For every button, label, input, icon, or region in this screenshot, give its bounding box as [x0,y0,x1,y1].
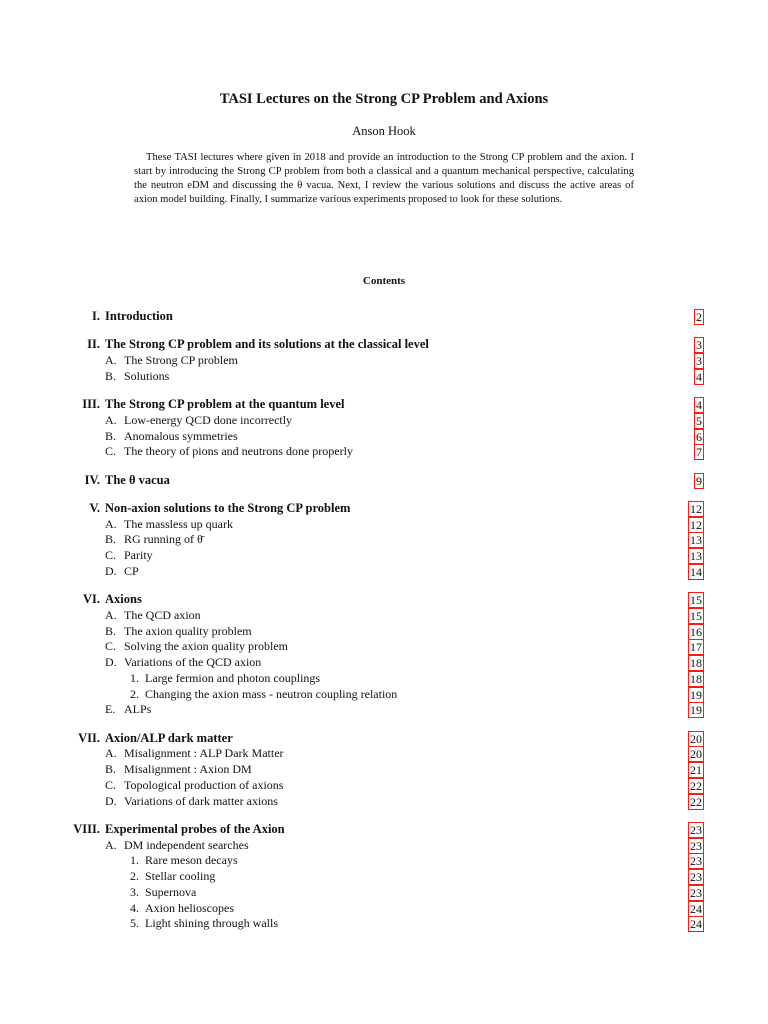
toc-entry-number: C. [105,777,117,792]
toc-entry-number: D. [105,655,117,669]
toc-page-link[interactable]: 15 [690,608,702,623]
toc-page-link[interactable]: 4 [696,369,702,384]
toc-subsection [0,516,768,532]
toc-page-link[interactable]: 6 [696,429,702,444]
toc-entry-title: Rare meson decays [145,853,238,868]
toc-subsubsection [0,868,768,884]
abstract: These TASI lectures where given in 2018 and provide an introduction to the Strong CP problem and the axion. I start by introducing the Strong CP problem from both a classical and a quantum mechanical perspective, calculating the neutron eDM and discussing the θ vacua. Next, I review the various solutions and discuss the active areas of axion model building. Finally, I summarize various experiments proposed to look for these solutions. [134,152,634,205]
toc-page-link[interactable]: 13 [690,549,702,563]
toc-section [0,336,768,352]
toc-subsection [0,777,768,793]
toc-entry-title: Misalignment : ALP Dark Matter [124,746,284,761]
toc-entry-number: IV. [84,472,100,487]
toc-page-link[interactable]: 23 [690,854,702,869]
toc-entry-title: Axion helioscopes [145,900,234,915]
toc-entry-title: The massless up quark [124,516,233,531]
toc-entry-title: DM independent searches [124,837,249,852]
toc-section [0,730,768,746]
toc-section [0,591,768,607]
toc-entry-number: B. [105,532,117,547]
toc-page-link[interactable]: 3 [696,354,702,368]
toc-entry-number: B. [105,368,117,383]
toc-subsubsection [0,915,768,931]
toc-entry-title: Anomalous symmetries [124,428,238,443]
toc-page-link[interactable]: 23 [690,870,702,884]
toc-subsubsection [0,900,768,916]
toc-entry-number: 2. [130,686,139,701]
toc-subsection [0,352,768,368]
toc-subsection [0,607,768,623]
toc-page-link[interactable]: 23 [690,838,702,853]
toc-page-link[interactable]: 13 [690,533,702,548]
toc-subsection [0,761,768,777]
toc-subsection [0,412,768,428]
toc-subsubsection [0,852,768,868]
toc-subsection [0,745,768,761]
toc-page-link[interactable]: 23 [690,822,702,837]
toc-entry-number: A. [105,516,117,531]
toc-section [0,821,768,837]
toc-page-link[interactable]: 19 [690,703,702,718]
toc-page-link[interactable]: 12 [690,501,702,516]
toc-section [0,500,768,516]
toc-entry-number: 4. [130,900,139,915]
toc-entry-title: CP [124,563,139,578]
toc-entry-number: A. [105,353,117,367]
toc-page-link[interactable]: 19 [690,687,702,702]
toc-entry-number: 3. [130,884,139,899]
toc-entry-number: B. [105,623,117,638]
toc-subsection [0,701,768,717]
toc-page-link[interactable]: 12 [690,517,702,532]
toc-entry-number: E. [105,702,116,717]
toc-subsection [0,638,768,654]
toc-entry-title: Misalignment : Axion DM [124,762,252,776]
toc-entry-title: Large fermion and photon couplings [145,670,321,685]
toc-entry-number: II. [87,337,100,352]
toc-subsection [0,654,768,670]
toc-entry-number: A. [105,607,117,622]
toc-entry-title: Low-energy QCD done incorrectly [124,412,293,427]
toc-page-link[interactable]: 20 [690,747,702,762]
toc-page-link[interactable]: 7 [696,445,702,460]
toc-entry-number: A. [105,412,117,427]
toc-entry-title: Axions [105,592,142,606]
toc-entry-title: Changing the axion mass - neutron coupling relation [145,686,398,701]
toc-entry-number: 1. [130,853,139,868]
toc-page-link[interactable]: 3 [696,338,702,353]
toc-subsection [0,531,768,547]
toc-entry-number: C. [105,639,117,654]
toc-subsection [0,623,768,639]
toc-page-link[interactable]: 15 [690,593,702,607]
toc-entry-title: Experimental probes of the Axion [105,821,285,836]
toc-subsection [0,563,768,579]
toc-entry-number: VI. [82,592,100,606]
toc-entry-title: Stellar cooling [145,869,216,883]
toc-subsection [0,837,768,853]
author-name: Anson Hook [352,124,416,138]
toc-subsection [0,443,768,459]
toc-entry-number: D. [105,563,117,578]
toc-subsubsection [0,670,768,686]
toc-entry-number: V. [89,500,100,515]
contents-heading: Contents [362,275,406,287]
toc-entry-number: VII. [78,730,100,745]
toc-subsection [0,368,768,384]
toc-entry-number: B. [105,762,117,776]
toc-page-link[interactable]: 9 [696,473,702,488]
toc-entry-number: III. [82,397,100,411]
toc-entry-title: Variations of dark matter axions [124,793,278,808]
toc-page-link[interactable]: 14 [690,564,702,579]
toc-page-link[interactable]: 5 [696,413,702,428]
toc-section [0,396,768,412]
toc-entry-title: The Strong CP problem [124,353,238,367]
toc-subsection [0,547,768,563]
toc-subsubsection [0,686,768,702]
toc-entry-number: C. [105,444,117,459]
toc-section [0,472,768,488]
toc-page-link[interactable]: 23 [690,885,702,900]
toc-entry-number: 5. [130,916,139,931]
toc-page-link[interactable]: 16 [690,624,702,639]
toc-entry-title: The QCD axion [124,607,201,622]
toc-subsection [0,428,768,444]
toc-entry-number: D. [105,793,117,808]
toc-entry-title: Supernova [145,884,197,899]
toc-entry-title: Axion/ALP dark matter [105,730,233,745]
toc-entry-title: Light shining through walls [145,916,278,931]
toc-entry-number: A. [105,837,117,852]
toc-page-link[interactable]: 17 [690,640,702,655]
toc-entry-title: The Strong CP problem and its solutions at the classical level [105,337,429,352]
toc-entry-number: 1. [130,670,139,685]
toc-page-link[interactable]: 21 [690,763,702,777]
toc-entry-number: VIII. [73,821,100,836]
toc-entry-title: Solving the axion quality problem [124,639,288,654]
toc-entry-number: B. [105,428,117,443]
toc-page-link[interactable]: 22 [690,778,702,793]
toc-page-link[interactable]: 2 [696,310,702,324]
toc-entry-title: The theory of pions and neutrons done properly [124,444,353,459]
toc-entry-title: Introduction [105,309,173,323]
toc-page-link[interactable]: 18 [690,656,702,670]
toc-entry-title: Topological production of axions [124,777,284,792]
toc-page-link[interactable]: 18 [690,671,702,686]
toc-page-link[interactable]: 24 [690,901,702,916]
toc-entry-number: I. [92,309,100,323]
toc-entry-title: Parity [124,548,153,562]
toc-entry-title: Non-axion solutions to the Strong CP problem [105,500,351,515]
toc-entry-title: Variations of the QCD axion [124,655,262,669]
toc-page-link[interactable]: 24 [690,917,702,932]
paper-title: TASI Lectures on the Strong CP Problem and Axions [219,91,549,107]
toc-entry-title: The axion quality problem [124,623,252,638]
toc-entry-title: RG running of θ̄ [124,532,203,547]
toc-subsection [0,793,768,809]
toc-page-link[interactable]: 4 [696,398,702,412]
toc-section [0,308,768,324]
toc-entry-number: A. [105,746,117,761]
toc-entry-number: 2. [130,869,139,883]
toc-page-link[interactable]: 20 [690,731,702,746]
toc-page-link[interactable]: 22 [690,794,702,809]
toc-entry-title: The θ vacua [105,472,170,487]
toc-subsubsection [0,884,768,900]
toc-entry-title: Solutions [124,368,170,383]
toc-entry-title: ALPs [124,702,152,717]
toc-entry-title: The Strong CP problem at the quantum level [105,397,345,411]
toc-entry-number: C. [105,548,117,562]
